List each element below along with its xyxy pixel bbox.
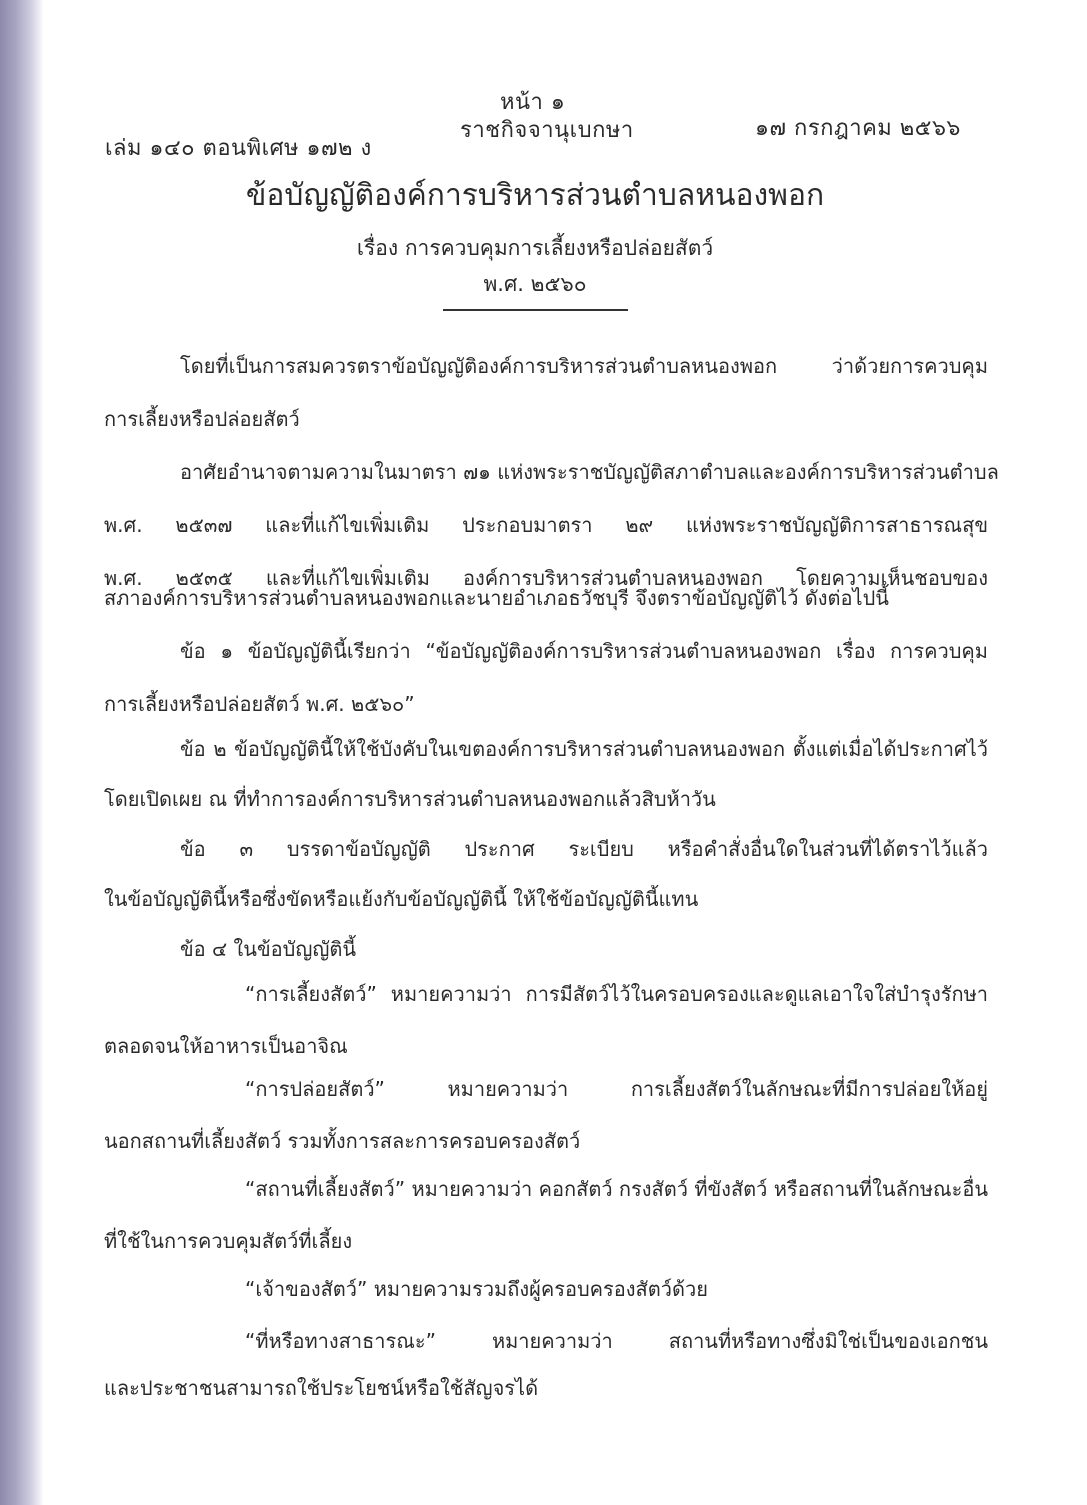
page-number: หน้า ๑	[500, 90, 566, 115]
body-line: พ.ศ. ๒๕๓๗ และที่แก้ไขเพิ่มเติม ประกอบมาตรา ๒๙ แห่งพระราชบัญญัติการสาธารณสุข	[104, 513, 988, 537]
definition-line: “ที่หรือทางสาธารณะ” หมายความว่า สถานที่หรือทางซึ่งมิใช่เป็นของเอกชน	[245, 1329, 988, 1353]
body-line: ที่ใช้ในการควบคุมสัตว์ที่เลี้ยง	[104, 1229, 353, 1253]
definition-line: “สถานที่เลี้ยงสัตว์” หมายความว่า คอกสัตว์ กรงสัตว์ ที่ขังสัตว์ หรือสถานที่ในลักษณะอื่น	[245, 1177, 989, 1201]
body-line: พ.ศ. ๒๕๓๕ และที่แก้ไขเพิ่มเติม องค์การบริหารส่วนตำบลหนองพอก โดยความเห็นชอบของ	[104, 566, 988, 590]
body-line: ในข้อบัญญัตินี้หรือซึ่งขัดหรือแย้งกับข้อบัญญัตินี้ ให้ใช้ข้อบัญญัตินี้แทน	[104, 887, 699, 911]
definition-line: “การเลี้ยงสัตว์” หมายความว่า การมีสัตว์ไว้ในครอบครองและดูแลเอาใจใส่บำรุงรักษา	[245, 982, 988, 1006]
issue-date: ๑๗ กรกฎาคม ๒๕๖๖	[755, 116, 961, 141]
body-line: การเลี้ยงหรือปล่อยสัตว์	[104, 407, 300, 431]
body-line: ข้อ ๒ ข้อบัญญัตินี้ให้ใช้บังคับในเขตองค์การบริหารส่วนตำบลหนองพอก ตั้งแต่เมื่อได้ประกาศไว้	[180, 737, 988, 761]
body-line: ข้อ ๑ ข้อบัญญัตินี้เรียกว่า “ข้อบัญญัติองค์การบริหารส่วนตำบลหนองพอก เรื่อง การควบคุม	[180, 639, 988, 663]
volume-info: เล่ม ๑๔๐ ตอนพิเศษ ๑๗๒ ง	[105, 136, 372, 161]
body-line: และประชาชนสามารถใช้ประโยชน์หรือใช้สัญจรได้	[104, 1376, 539, 1400]
document-year: พ.ศ. ๒๕๖๐	[483, 272, 587, 296]
body-line: โดยที่เป็นการสมควรตราข้อบัญญัติองค์การบริหารส่วนตำบลหนองพอก ว่าด้วยการควบคุม	[180, 354, 988, 378]
body-line: ข้อ ๓ บรรดาข้อบัญญัติ ประกาศ ระเบียบ หรือคำสั่งอื่นใดในส่วนที่ได้ตราไว้แล้ว	[180, 837, 988, 861]
body-line: การเลี้ยงหรือปล่อยสัตว์ พ.ศ. ๒๕๖๐”	[104, 692, 415, 716]
document-subject: เรื่อง การควบคุมการเลี้ยงหรือปล่อยสัตว์	[356, 236, 714, 260]
body-line: ข้อ ๔ ในข้อบัญญัตินี้	[180, 937, 357, 961]
definition-line: “การปล่อยสัตว์” หมายความว่า การเลี้ยงสัตว์ในลักษณะที่มีการปล่อยให้อยู่	[245, 1077, 988, 1101]
body-line: สภาองค์การบริหารส่วนตำบลหนองพอกและนายอำเภอธวัชบุรี จึงตราข้อบัญญัติไว้ ดังต่อไปนี้	[104, 586, 889, 610]
body-line: ตลอดจนให้อาหารเป็นอาจิณ	[104, 1034, 348, 1058]
definition-line: “เจ้าของสัตว์” หมายความรวมถึงผู้ครอบครองสัตว์ด้วย	[245, 1277, 708, 1301]
title-divider	[443, 309, 628, 311]
document-title: ข้อบัญญัติองค์การบริหารส่วนตำบลหนองพอก	[245, 178, 825, 213]
body-line: อาศัยอำนาจตามความในมาตรา ๗๑ แห่งพระราชบัญญัติสภาตำบลและองค์การบริหารส่วนตำบล	[180, 460, 999, 484]
gazette-name: ราชกิจจานุเบกษา	[460, 118, 634, 143]
body-line: โดยเปิดเผย ณ ที่ทำการองค์การบริหารส่วนตำบลหนองพอกแล้วสิบห้าวัน	[104, 787, 716, 811]
body-line: นอกสถานที่เลี้ยงสัตว์ รวมทั้งการสละการครอบครองสัตว์	[104, 1129, 581, 1153]
